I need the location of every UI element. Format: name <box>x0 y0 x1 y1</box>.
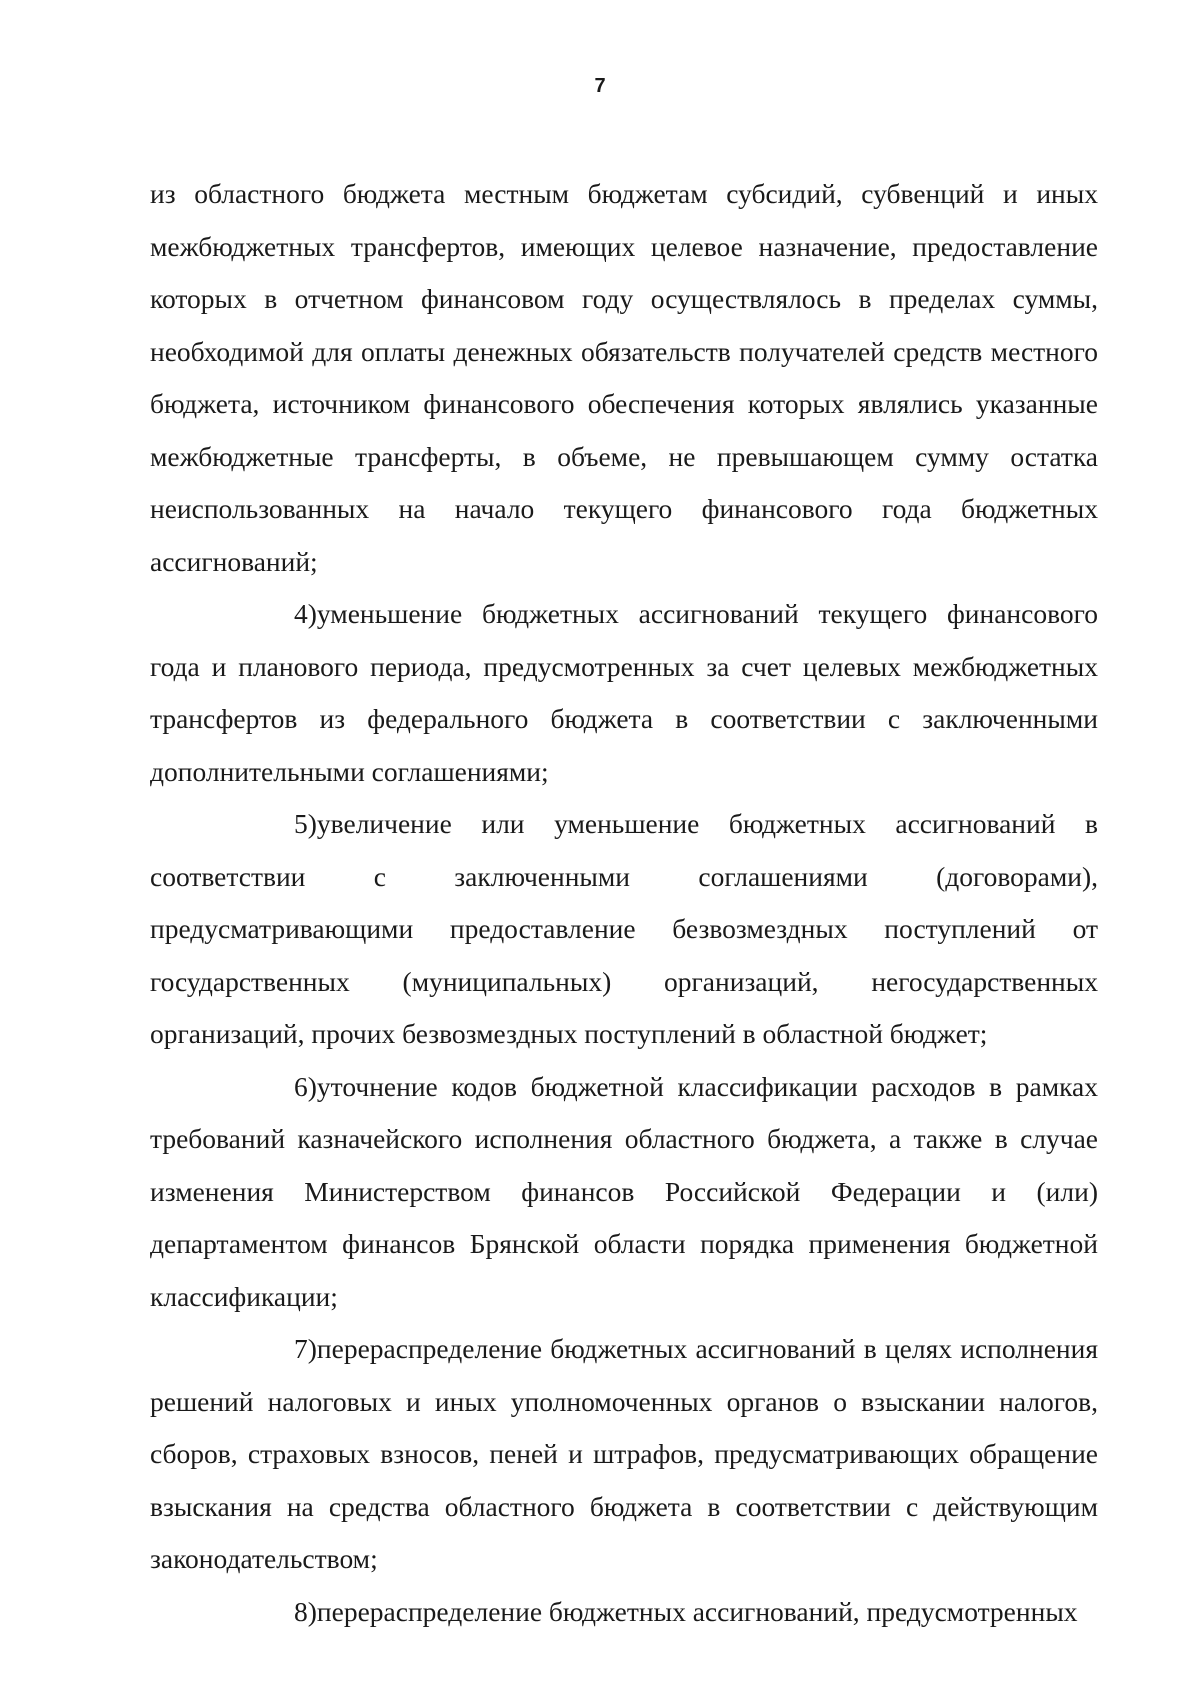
paragraph-intro <box>150 168 1098 588</box>
paragraph-text: перераспределение бюджетных ассигнований, предусмотренных <box>316 1595 1078 1627</box>
paragraph-item-6 <box>150 1061 1098 1324</box>
page-number: 7 <box>594 75 606 97</box>
document-body <box>150 168 1098 1638</box>
item-number: 5) <box>294 808 317 839</box>
paragraph-text: уменьшение бюджетных ассигнований текущего финансового года и планового периода, предусмотренных за счет целевых межбюджетных трансфертов из федерального бюджета в соответствии с заключенными дополнительными соглашениями; <box>150 598 1098 787</box>
paragraph-item-8 <box>150 1586 1098 1639</box>
paragraph-item-7 <box>150 1323 1098 1586</box>
item-number: 8) <box>294 1595 317 1627</box>
paragraph-text: уточнение кодов бюджетной классификации расходов в рамках требований казначейского исполнения областного бюджета, а также в случае изменения Министерством финансов Российской Федерации и (или) департаментом финансов Брянской области порядка применения бюджетной классификации; <box>150 1070 1098 1312</box>
paragraph-text: перераспределение бюджетных ассигнований в целях исполнения решений налоговых и иных уполномоченных органов о взыскании налогов, сборов, страховых взносов, пеней и штрафов, предусматривающих обращение взыскания на средства областного бюджета в соответствии с действующим законодательством; <box>150 1333 1098 1574</box>
paragraph-item-4 <box>150 588 1098 798</box>
item-number: 6) <box>294 1070 317 1102</box>
item-number: 7) <box>294 1333 317 1364</box>
paragraph-text: увеличение или уменьшение бюджетных ассигнований в соответствии с заключенными соглашениями (договорами), предусматривающими предоставление безвозмездных поступлений от государственных (муниципальных) организаций, негосударственных организаций, прочих безвозмездных поступлений в областной бюджет; <box>150 808 1098 1049</box>
paragraph-text: из областного бюджета местным бюджетам субсидий, субвенций и иных межбюджетных трансфертов, имеющих целевое назначение, предоставление которых в отчетном финансовом году осуществлялось в пределах суммы, необходимой для оплаты денежных обязательств получателей средств местного бюджета, источником финансового обеспечения которых являлись указанные межбюджетные трансферты, в объеме, не превышающем сумму остатка неиспользованных на начало текущего финансового года бюджетных ассигнований; <box>150 178 1098 577</box>
item-number: 4) <box>294 598 317 629</box>
paragraph-item-5 <box>150 798 1098 1061</box>
